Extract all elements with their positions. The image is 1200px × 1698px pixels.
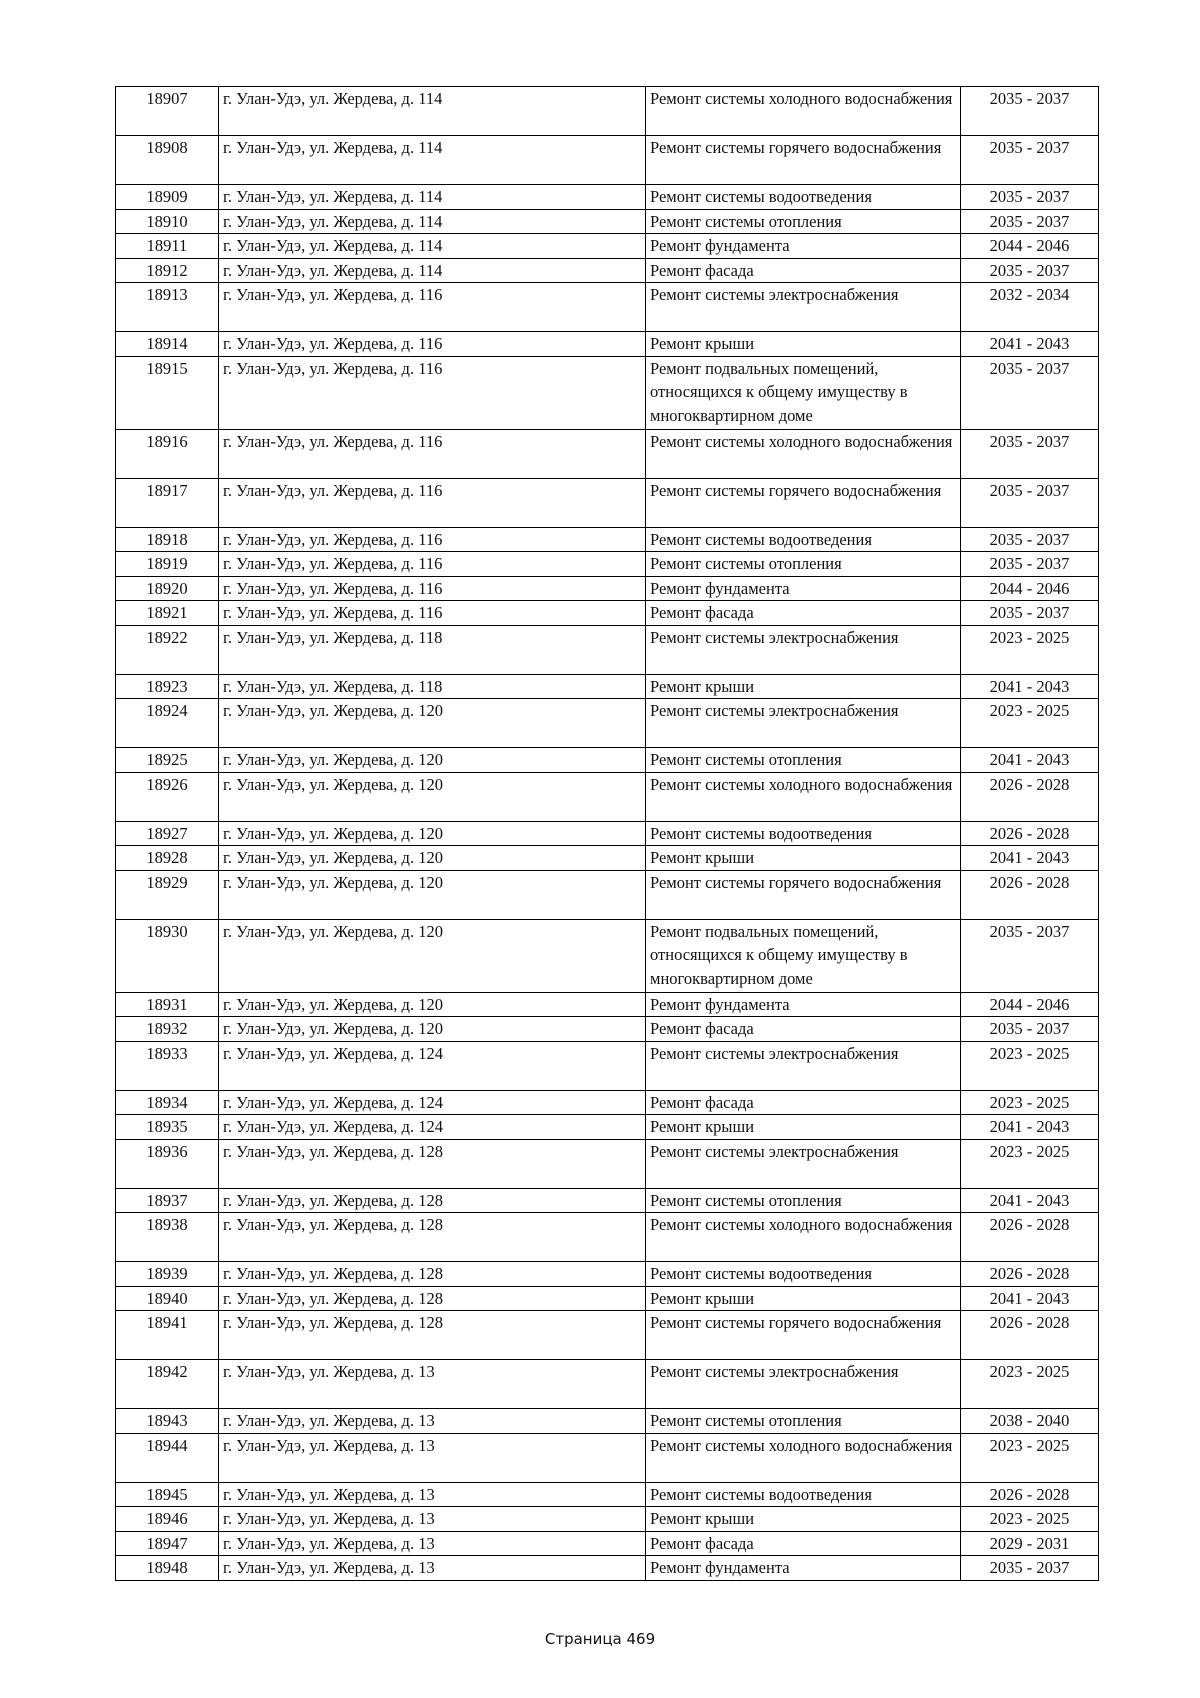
table-row <box>116 601 1099 626</box>
period-cell: 2023 - 2025 <box>961 1507 1099 1532</box>
period-cell: 2026 - 2028 <box>961 1311 1099 1360</box>
address-cell: г. Улан-Удэ, ул. Жердева, д. 116 <box>219 332 646 357</box>
work-type-cell: Ремонт системы электроснабжения <box>646 1139 961 1188</box>
address-cell: г. Улан-Удэ, ул. Жердева, д. 128 <box>219 1139 646 1188</box>
address-cell: г. Улан-Удэ, ул. Жердева, д. 120 <box>219 870 646 919</box>
table-row <box>116 1531 1099 1556</box>
address-cell: г. Улан-Удэ, ул. Жердева, д. 128 <box>219 1188 646 1213</box>
table-row <box>116 1188 1099 1213</box>
record-number-cell: 18926 <box>116 772 219 821</box>
table-row <box>116 1213 1099 1262</box>
work-type-cell: Ремонт системы горячего водоснабжения <box>646 870 961 919</box>
address-cell: г. Улан-Удэ, ул. Жердева, д. 120 <box>219 919 646 992</box>
work-type-cell: Ремонт системы электроснабжения <box>646 625 961 674</box>
record-number-cell: 18929 <box>116 870 219 919</box>
table-row <box>116 356 1099 429</box>
record-number-cell: 18916 <box>116 429 219 478</box>
period-cell: 2041 - 2043 <box>961 332 1099 357</box>
work-type-cell: Ремонт системы водоотведения <box>646 185 961 210</box>
address-cell: г. Улан-Удэ, ул. Жердева, д. 114 <box>219 234 646 259</box>
repair-schedule-table <box>115 86 1099 1581</box>
period-cell: 2035 - 2037 <box>961 919 1099 992</box>
record-number-cell: 18925 <box>116 748 219 773</box>
period-cell: 2023 - 2025 <box>961 1041 1099 1090</box>
table-row <box>116 87 1099 136</box>
address-cell: г. Улан-Удэ, ул. Жердева, д. 13 <box>219 1409 646 1434</box>
table-row <box>116 283 1099 332</box>
work-type-cell: Ремонт системы горячего водоснабжения <box>646 478 961 527</box>
table-row <box>116 1286 1099 1311</box>
period-cell: 2041 - 2043 <box>961 1286 1099 1311</box>
address-cell: г. Улан-Удэ, ул. Жердева, д. 120 <box>219 772 646 821</box>
record-number-cell: 18938 <box>116 1213 219 1262</box>
work-type-cell: Ремонт крыши <box>646 846 961 871</box>
work-type-cell: Ремонт системы водоотведения <box>646 821 961 846</box>
table-row <box>116 846 1099 871</box>
work-type-cell: Ремонт системы водоотведения <box>646 1482 961 1507</box>
work-type-cell: Ремонт системы водоотведения <box>646 1262 961 1287</box>
period-cell: 2026 - 2028 <box>961 1482 1099 1507</box>
address-cell: г. Улан-Удэ, ул. Жердева, д. 120 <box>219 748 646 773</box>
record-number-cell: 18927 <box>116 821 219 846</box>
period-cell: 2032 - 2034 <box>961 283 1099 332</box>
record-number-cell: 18908 <box>116 136 219 185</box>
work-type-cell: Ремонт фасада <box>646 601 961 626</box>
work-type-cell: Ремонт крыши <box>646 1507 961 1532</box>
period-cell: 2026 - 2028 <box>961 1262 1099 1287</box>
period-cell: 2041 - 2043 <box>961 1115 1099 1140</box>
address-cell: г. Улан-Удэ, ул. Жердева, д. 114 <box>219 136 646 185</box>
period-cell: 2035 - 2037 <box>961 527 1099 552</box>
address-cell: г. Улан-Удэ, ул. Жердева, д. 13 <box>219 1433 646 1482</box>
record-number-cell: 18945 <box>116 1482 219 1507</box>
address-cell: г. Улан-Удэ, ул. Жердева, д. 118 <box>219 625 646 674</box>
address-cell: г. Улан-Удэ, ул. Жердева, д. 116 <box>219 601 646 626</box>
address-cell: г. Улан-Удэ, ул. Жердева, д. 124 <box>219 1090 646 1115</box>
table-row <box>116 674 1099 699</box>
table-row <box>116 772 1099 821</box>
address-cell: г. Улан-Удэ, ул. Жердева, д. 120 <box>219 821 646 846</box>
work-type-cell: Ремонт системы отопления <box>646 552 961 577</box>
period-cell: 2026 - 2028 <box>961 772 1099 821</box>
period-cell: 2035 - 2037 <box>961 552 1099 577</box>
table-row <box>116 209 1099 234</box>
address-cell: г. Улан-Удэ, ул. Жердева, д. 128 <box>219 1286 646 1311</box>
address-cell: г. Улан-Удэ, ул. Жердева, д. 124 <box>219 1041 646 1090</box>
work-type-cell: Ремонт системы отопления <box>646 1188 961 1213</box>
period-cell: 2023 - 2025 <box>961 1090 1099 1115</box>
record-number-cell: 18923 <box>116 674 219 699</box>
record-number-cell: 18918 <box>116 527 219 552</box>
period-cell: 2026 - 2028 <box>961 1213 1099 1262</box>
period-cell: 2035 - 2037 <box>961 1017 1099 1042</box>
table-body <box>116 87 1099 1581</box>
period-cell: 2029 - 2031 <box>961 1531 1099 1556</box>
table-row <box>116 1041 1099 1090</box>
record-number-cell: 18947 <box>116 1531 219 1556</box>
record-number-cell: 18944 <box>116 1433 219 1482</box>
record-number-cell: 18943 <box>116 1409 219 1434</box>
address-cell: г. Улан-Удэ, ул. Жердева, д. 13 <box>219 1507 646 1532</box>
table-row <box>116 258 1099 283</box>
page-number-footer: Страница 469 <box>544 1630 656 1648</box>
period-cell: 2035 - 2037 <box>961 136 1099 185</box>
address-cell: г. Улан-Удэ, ул. Жердева, д. 120 <box>219 846 646 871</box>
record-number-cell: 18921 <box>116 601 219 626</box>
table-row <box>116 576 1099 601</box>
record-number-cell: 18909 <box>116 185 219 210</box>
work-type-cell: Ремонт системы холодного водоснабжения <box>646 772 961 821</box>
work-type-cell: Ремонт крыши <box>646 332 961 357</box>
table-row <box>116 919 1099 992</box>
record-number-cell: 18946 <box>116 1507 219 1532</box>
table-row <box>116 992 1099 1017</box>
work-type-cell: Ремонт системы водоотведения <box>646 527 961 552</box>
table-row <box>116 332 1099 357</box>
period-cell: 2026 - 2028 <box>961 870 1099 919</box>
record-number-cell: 18919 <box>116 552 219 577</box>
period-cell: 2035 - 2037 <box>961 601 1099 626</box>
period-cell: 2035 - 2037 <box>961 356 1099 429</box>
period-cell: 2023 - 2025 <box>961 699 1099 748</box>
period-cell: 2035 - 2037 <box>961 429 1099 478</box>
address-cell: г. Улан-Удэ, ул. Жердева, д. 114 <box>219 209 646 234</box>
address-cell: г. Улан-Удэ, ул. Жердева, д. 116 <box>219 478 646 527</box>
table-row <box>116 1556 1099 1581</box>
period-cell: 2023 - 2025 <box>961 1139 1099 1188</box>
work-type-cell: Ремонт крыши <box>646 1286 961 1311</box>
address-cell: г. Улан-Удэ, ул. Жердева, д. 116 <box>219 576 646 601</box>
work-type-cell: Ремонт подвальных помещений, относящихся к общему имуществу в многоквартирном доме <box>646 356 961 429</box>
period-cell: 2041 - 2043 <box>961 846 1099 871</box>
period-cell: 2038 - 2040 <box>961 1409 1099 1434</box>
period-cell: 2044 - 2046 <box>961 234 1099 259</box>
table-row <box>116 748 1099 773</box>
table-row <box>116 1433 1099 1482</box>
address-cell: г. Улан-Удэ, ул. Жердева, д. 116 <box>219 283 646 332</box>
record-number-cell: 18920 <box>116 576 219 601</box>
table-row <box>116 625 1099 674</box>
address-cell: г. Улан-Удэ, ул. Жердева, д. 128 <box>219 1311 646 1360</box>
work-type-cell: Ремонт системы горячего водоснабжения <box>646 1311 961 1360</box>
address-cell: г. Улан-Удэ, ул. Жердева, д. 116 <box>219 552 646 577</box>
work-type-cell: Ремонт системы холодного водоснабжения <box>646 429 961 478</box>
record-number-cell: 18942 <box>116 1360 219 1409</box>
table-row <box>116 1262 1099 1287</box>
work-type-cell: Ремонт подвальных помещений, относящихся к общему имуществу в многоквартирном доме <box>646 919 961 992</box>
table-row <box>116 1360 1099 1409</box>
work-type-cell: Ремонт фасада <box>646 258 961 283</box>
table-row <box>116 1090 1099 1115</box>
address-cell: г. Улан-Удэ, ул. Жердева, д. 116 <box>219 429 646 478</box>
table-row <box>116 1482 1099 1507</box>
table-row <box>116 1115 1099 1140</box>
address-cell: г. Улан-Удэ, ул. Жердева, д. 120 <box>219 1017 646 1042</box>
work-type-cell: Ремонт системы отопления <box>646 209 961 234</box>
record-number-cell: 18939 <box>116 1262 219 1287</box>
record-number-cell: 18915 <box>116 356 219 429</box>
record-number-cell: 18922 <box>116 625 219 674</box>
period-cell: 2023 - 2025 <box>961 1360 1099 1409</box>
period-cell: 2035 - 2037 <box>961 258 1099 283</box>
address-cell: г. Улан-Удэ, ул. Жердева, д. 128 <box>219 1262 646 1287</box>
table-row <box>116 870 1099 919</box>
record-number-cell: 18914 <box>116 332 219 357</box>
table-row <box>116 136 1099 185</box>
address-cell: г. Улан-Удэ, ул. Жердева, д. 116 <box>219 356 646 429</box>
table-row <box>116 1311 1099 1360</box>
address-cell: г. Улан-Удэ, ул. Жердева, д. 128 <box>219 1213 646 1262</box>
record-number-cell: 18935 <box>116 1115 219 1140</box>
address-cell: г. Улан-Удэ, ул. Жердева, д. 118 <box>219 674 646 699</box>
record-number-cell: 18937 <box>116 1188 219 1213</box>
work-type-cell: Ремонт фасада <box>646 1531 961 1556</box>
work-type-cell: Ремонт системы отопления <box>646 748 961 773</box>
work-type-cell: Ремонт фасада <box>646 1017 961 1042</box>
record-number-cell: 18912 <box>116 258 219 283</box>
record-number-cell: 18913 <box>116 283 219 332</box>
work-type-cell: Ремонт системы электроснабжения <box>646 699 961 748</box>
table-row <box>116 1409 1099 1434</box>
record-number-cell: 18907 <box>116 87 219 136</box>
address-cell: г. Улан-Удэ, ул. Жердева, д. 120 <box>219 699 646 748</box>
record-number-cell: 18936 <box>116 1139 219 1188</box>
table-row <box>116 185 1099 210</box>
record-number-cell: 18928 <box>116 846 219 871</box>
table-row <box>116 1017 1099 1042</box>
period-cell: 2044 - 2046 <box>961 992 1099 1017</box>
record-number-cell: 18932 <box>116 1017 219 1042</box>
table-row <box>116 1507 1099 1532</box>
period-cell: 2041 - 2043 <box>961 674 1099 699</box>
period-cell: 2023 - 2025 <box>961 1433 1099 1482</box>
record-number-cell: 18934 <box>116 1090 219 1115</box>
address-cell: г. Улан-Удэ, ул. Жердева, д. 120 <box>219 992 646 1017</box>
table-row <box>116 821 1099 846</box>
period-cell: 2035 - 2037 <box>961 1556 1099 1581</box>
table-row <box>116 478 1099 527</box>
record-number-cell: 18940 <box>116 1286 219 1311</box>
address-cell: г. Улан-Удэ, ул. Жердева, д. 114 <box>219 258 646 283</box>
record-number-cell: 18933 <box>116 1041 219 1090</box>
work-type-cell: Ремонт фундамента <box>646 576 961 601</box>
record-number-cell: 18941 <box>116 1311 219 1360</box>
work-type-cell: Ремонт системы холодного водоснабжения <box>646 1213 961 1262</box>
work-type-cell: Ремонт крыши <box>646 674 961 699</box>
address-cell: г. Улан-Удэ, ул. Жердева, д. 13 <box>219 1360 646 1409</box>
work-type-cell: Ремонт системы холодного водоснабжения <box>646 87 961 136</box>
period-cell: 2035 - 2037 <box>961 209 1099 234</box>
period-cell: 2044 - 2046 <box>961 576 1099 601</box>
period-cell: 2026 - 2028 <box>961 821 1099 846</box>
work-type-cell: Ремонт фасада <box>646 1090 961 1115</box>
table-row <box>116 1139 1099 1188</box>
record-number-cell: 18910 <box>116 209 219 234</box>
work-type-cell: Ремонт системы отопления <box>646 1409 961 1434</box>
table-row <box>116 234 1099 259</box>
work-type-cell: Ремонт системы холодного водоснабжения <box>646 1433 961 1482</box>
address-cell: г. Улан-Удэ, ул. Жердева, д. 114 <box>219 87 646 136</box>
record-number-cell: 18948 <box>116 1556 219 1581</box>
work-type-cell: Ремонт системы электроснабжения <box>646 1041 961 1090</box>
address-cell: г. Улан-Удэ, ул. Жердева, д. 116 <box>219 527 646 552</box>
record-number-cell: 18917 <box>116 478 219 527</box>
period-cell: 2035 - 2037 <box>961 185 1099 210</box>
table-row <box>116 527 1099 552</box>
address-cell: г. Улан-Удэ, ул. Жердева, д. 124 <box>219 1115 646 1140</box>
record-number-cell: 18930 <box>116 919 219 992</box>
period-cell: 2041 - 2043 <box>961 1188 1099 1213</box>
work-type-cell: Ремонт крыши <box>646 1115 961 1140</box>
period-cell: 2035 - 2037 <box>961 478 1099 527</box>
address-cell: г. Улан-Удэ, ул. Жердева, д. 114 <box>219 185 646 210</box>
record-number-cell: 18911 <box>116 234 219 259</box>
table-row <box>116 699 1099 748</box>
record-number-cell: 18931 <box>116 992 219 1017</box>
work-type-cell: Ремонт системы электроснабжения <box>646 1360 961 1409</box>
period-cell: 2035 - 2037 <box>961 87 1099 136</box>
address-cell: г. Улан-Удэ, ул. Жердева, д. 13 <box>219 1531 646 1556</box>
address-cell: г. Улан-Удэ, ул. Жердева, д. 13 <box>219 1556 646 1581</box>
work-type-cell: Ремонт системы электроснабжения <box>646 283 961 332</box>
table-row <box>116 552 1099 577</box>
record-number-cell: 18924 <box>116 699 219 748</box>
period-cell: 2023 - 2025 <box>961 625 1099 674</box>
work-type-cell: Ремонт системы горячего водоснабжения <box>646 136 961 185</box>
table-row <box>116 429 1099 478</box>
work-type-cell: Ремонт фундамента <box>646 1556 961 1581</box>
address-cell: г. Улан-Удэ, ул. Жердева, д. 13 <box>219 1482 646 1507</box>
work-type-cell: Ремонт фундамента <box>646 234 961 259</box>
work-type-cell: Ремонт фундамента <box>646 992 961 1017</box>
period-cell: 2041 - 2043 <box>961 748 1099 773</box>
